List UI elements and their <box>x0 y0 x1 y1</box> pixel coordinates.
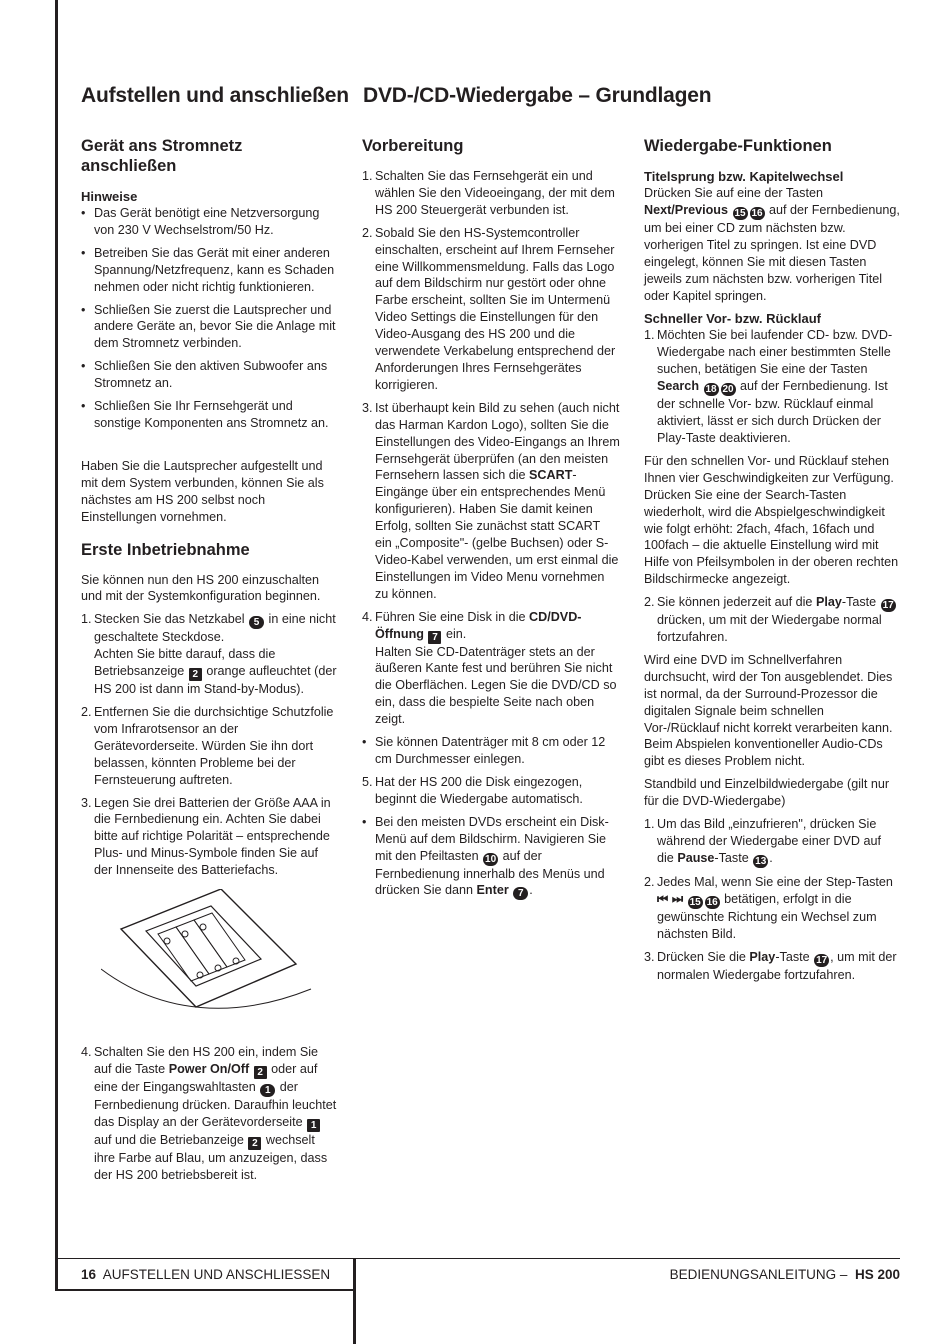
paragraph-standbild: Standbild und Einzelbildwiedergabe (gilt nur für die DVD-Wiedergabe) <box>644 777 890 809</box>
step-buttons-icon: ⏮ ⏭ <box>657 891 684 906</box>
badge-18: 18 <box>705 384 717 396</box>
list-item: 2. Jedes Mal, wenn Sie eine der Step-Tasten ⏮ ⏭ 15 16 betätigen, erfolgt in die gewünschte Richtung ein Wechsel zum nächsten Bild. <box>644 874 893 941</box>
list-item: 3. Drücken Sie die Play-Taste 17 , um mit der normalen Wiedergabe fortzufahren. <box>644 949 897 982</box>
footer-left <box>81 1266 330 1284</box>
badge-15: 15 <box>734 207 746 219</box>
section-title-left: Aufstellen und anschließen <box>81 84 349 107</box>
badge-16: 16 <box>751 207 763 219</box>
heading-vorbereitung: Vorbereitung <box>362 137 464 155</box>
list-item: 1. Schalten Sie das Fernsehgerät ein und wählen Sie den Videoeingang, der mit dem HS 200 Steuergerät verbunden ist. <box>362 169 615 217</box>
list-item: 1. Um das Bild „einzufrieren", drücken Sie während der Wiedergabe einer DVD auf die Pause-Taste 13 . <box>644 817 882 867</box>
list-item: • Schließen Sie Ihr Fernsehgerät und sonstige Komponenten ans Stromnetz an. <box>81 399 329 430</box>
badge-16: 16 <box>706 896 718 908</box>
page-number: 16 <box>81 1267 97 1282</box>
list-item: • Sie können Datenträger mit 8 cm oder 12 cm Durchmesser einlegen. <box>362 735 606 766</box>
badge-17: 17 <box>816 954 828 966</box>
footer-section-label: AUFSTELLEN UND ANSCHLIESSEN <box>102 1267 331 1282</box>
battery-compartment-illustration <box>101 889 339 1024</box>
paragraph-haben: Haben Sie die Lautsprecher aufgestellt und mit dem System verbunden, können Sie als nächstes am HS 200 selbst noch Einstellungen vornehmen. <box>81 458 324 524</box>
badge-13: 13 <box>755 855 767 867</box>
left-margin-rule <box>55 0 58 1290</box>
column-1 <box>81 136 339 1190</box>
section-title-right: DVD-/CD-Wiedergabe – Grundlagen <box>363 84 712 107</box>
heading-wiedergabe-funktionen: Wiedergabe-Funktionen <box>644 137 832 155</box>
column-2 <box>362 136 620 906</box>
heading-strom: Gerät ans Stromnetz anschließen <box>81 137 243 175</box>
list-item: 2. Sobald Sie den HS-Systemcontroller einschalten, erscheint auf Ihrem Fernseher eine Willkommensmeldung. Falls das Logo auf dem Bildschirm nur gestört oder ohne Farbe erscheint, sollten Sie im Untermenü Video Settings die Einstellungen für den Video-Ausgang des HS 200 und die verwendete Verkabelung entsprechend der Anforderungen Ihres Fernsehgerätes korrigieren. <box>362 225 616 392</box>
list-item: 4. Schalten Sie den HS 200 ein, indem Sie auf die Taste Power On/Off 2 oder auf eine der Eingangswahltasten 1 der Fernbedienung drücken. Daraufhin leuchtet das Display an der Gerätevorderseite 1 auf und die Betriebanzeige 2 wechselt ihre Farbe auf Blau, um anzuzeigen, dass der HS 200 betriebsbereit ist. <box>81 1045 337 1182</box>
list-item: 3. Legen Sie drei Batterien der Größe AAA in die Fernbedienung ein. Achten Sie dabei bitte auf richtige Polarität – entsprechende Plus- und Minus-Symbole finden Sie auf der Innenseite des Batteriefachs. <box>81 795 331 878</box>
badge-1: 1 <box>260 1084 275 1097</box>
badge-2: 2 <box>254 1066 267 1079</box>
list-item: 1. Stecken Sie das Netzkabel 5 in eine nicht geschaltete Steckdose. Achten Sie bitte darauf, dass die Betriebsanzeige 2 orange aufleuchtet (der HS 200 ist dann im Stand-by-Modus). <box>81 612 337 697</box>
badge-10: 10 <box>485 853 497 865</box>
footer-manual-label: BEDIENUNGSANLEITUNG – <box>669 1267 848 1282</box>
list-item: • Das Gerät benötigt eine Netzversorgung von 230 V Wechselstrom/50 Hz. <box>81 206 320 237</box>
list-item: 1. Möchten Sie bei laufender CD- bzw. DVD-Wiedergabe nach einer bestimmten Stelle suchen, betätigen Sie eine der Tasten Search 18 20 auf der Fernbedienung. Ist der schnelle Vor- bzw. Rücklauf einmal aktiviert, lässt er sich durch Drücken der Play-Taste deaktivieren. <box>644 328 893 445</box>
footer-model: HS 200 <box>854 1267 900 1282</box>
heading-titelsprung: Titelsprung bzw. Kapitelwechsel <box>644 169 844 184</box>
badge-17: 17 <box>882 600 894 612</box>
heading-schneller-lauf: Schneller Vor- bzw. Rücklauf <box>644 311 821 327</box>
badge-7: 7 <box>428 631 441 644</box>
badge-2: 2 <box>248 1137 261 1150</box>
list-item: • Schließen Sie den aktiven Subwoofer ans Stromnetz an. <box>81 359 328 391</box>
list-item: 3. Ist überhaupt kein Bild zu sehen (auch nicht das Harman Kardon Logo), sollten Sie die Einstellungen des Video-Eingangs an Ihrem Fernsehgerät überprüfen (an den meisten Fernsehern lassen sich die SCART-Eingänge über ein entsprechendes Menü konfigurieren). Haben Sie damit keinen Erfolg, sollten Sie zunächst statt SCART ein „Composite"- (gelbe Buchsen) oder S-Video-Kabel verwenden, um erst einmal die Einstellungen im Video Menu vornehmen zu können. <box>362 400 620 601</box>
badge-7: 7 <box>513 887 528 900</box>
badge-15: 15 <box>689 896 701 908</box>
paragraph-titelsprung: Drücken Sie auf eine der Tasten Next/Previous 15 16 auf der Fernbedienung, um bei einer CD zum nächsten bzw. vorherigen Titel zu springen. Ist eine DVD eingelegt, können Sie mit diesen Tasten jeweils zum nächsten bzw. vorherigen Titel oder Kapitel springen. <box>644 186 900 303</box>
paragraph-intro: Sie können nun den HS 200 einzuschalten und mit der Systemkonfiguration beginnen. <box>81 572 321 604</box>
heading-hinweise: Hinweise <box>81 189 138 204</box>
heading-erste: Erste Inbetriebnahme <box>81 540 250 559</box>
column-3 <box>644 136 901 990</box>
footer-right <box>670 1266 900 1284</box>
badge-2: 2 <box>189 668 202 681</box>
badge-20: 20 <box>722 384 734 396</box>
paragraph-geschwindigkeiten: Für den schnellen Vor- und Rücklauf stehen Ihnen vier Geschwindigkeiten zur Verfügung. Drücken Sie eine der Search-Tasten wiederholt, wird die Abspielgeschwindigkeit wie folgt erhöht: 2fach, 4fach, 16fach und 100fach – die aktuelle Einstellung wird mit Hilfe von Pfeilsymbolen in der oberen rechten Bildschirmecke angezeigt. <box>644 453 899 587</box>
footer-divider <box>58 1258 900 1259</box>
list-item: 2. Entfernen Sie die durchsichtige Schutzfolie vom Infrarotsensor an der Gerätevorderseite. Würden Sie ihn dort belassen, könnten Probleme bei der Fernsteuerung auftreten. <box>81 705 334 787</box>
footer-vertical-rule <box>353 1258 356 1344</box>
list-item: • Betreiben Sie das Gerät mit einer anderen Spannung/Netzfrequenz, kann es Schaden nehmen oder nicht richtig funktionieren. <box>81 245 335 294</box>
list-item: 2. Sie können jederzeit auf die Play-Taste 17 drücken, um mit der Wiedergabe normal fortzufahren. <box>644 595 894 645</box>
list-item: 5. Hat der HS 200 die Disk eingezogen, beginnt die Wiedergabe automatisch. <box>362 774 583 806</box>
bottom-rule <box>55 1289 355 1291</box>
list-item: • Bei den meisten DVDs erscheint ein Disk-Menü auf dem Bildschirm. Navigieren Sie mit den Pfeiltasten 10 auf der Fernbedienung innerhalb des Menüs und drücken Sie dann Enter 7 . <box>362 814 609 900</box>
list-item: • Schließen Sie zuerst die Lautsprecher und andere Geräte an, bevor Sie die Anlage mit dem Stromnetz verbinden. <box>81 302 336 351</box>
badge-5: 5 <box>249 616 264 629</box>
list-item: 4. Führen Sie eine Disk in die CD/DVD-Öffnung 7 ein. Halten Sie CD-Datenträger stets an der äußeren Kante fest und berühren Sie nicht die Oberflächen. Legen Sie die DVD/CD so ein, dass die bespielte Seite nach oben zeigt. <box>362 609 617 727</box>
paragraph-ton: Wird eine DVD im Schnellverfahren durchsucht, wird der Ton ausgeblendet. Dies ist normal, da der Surround-Prozessor die digitalen Signale beim schnellen Vor-/Rücklauf nicht korrekt verarbeiten kann. Beim Abspielen konventioneller Audio-CDs gibt es dieses Problem nicht. <box>644 652 893 769</box>
badge-1: 1 <box>307 1119 320 1132</box>
